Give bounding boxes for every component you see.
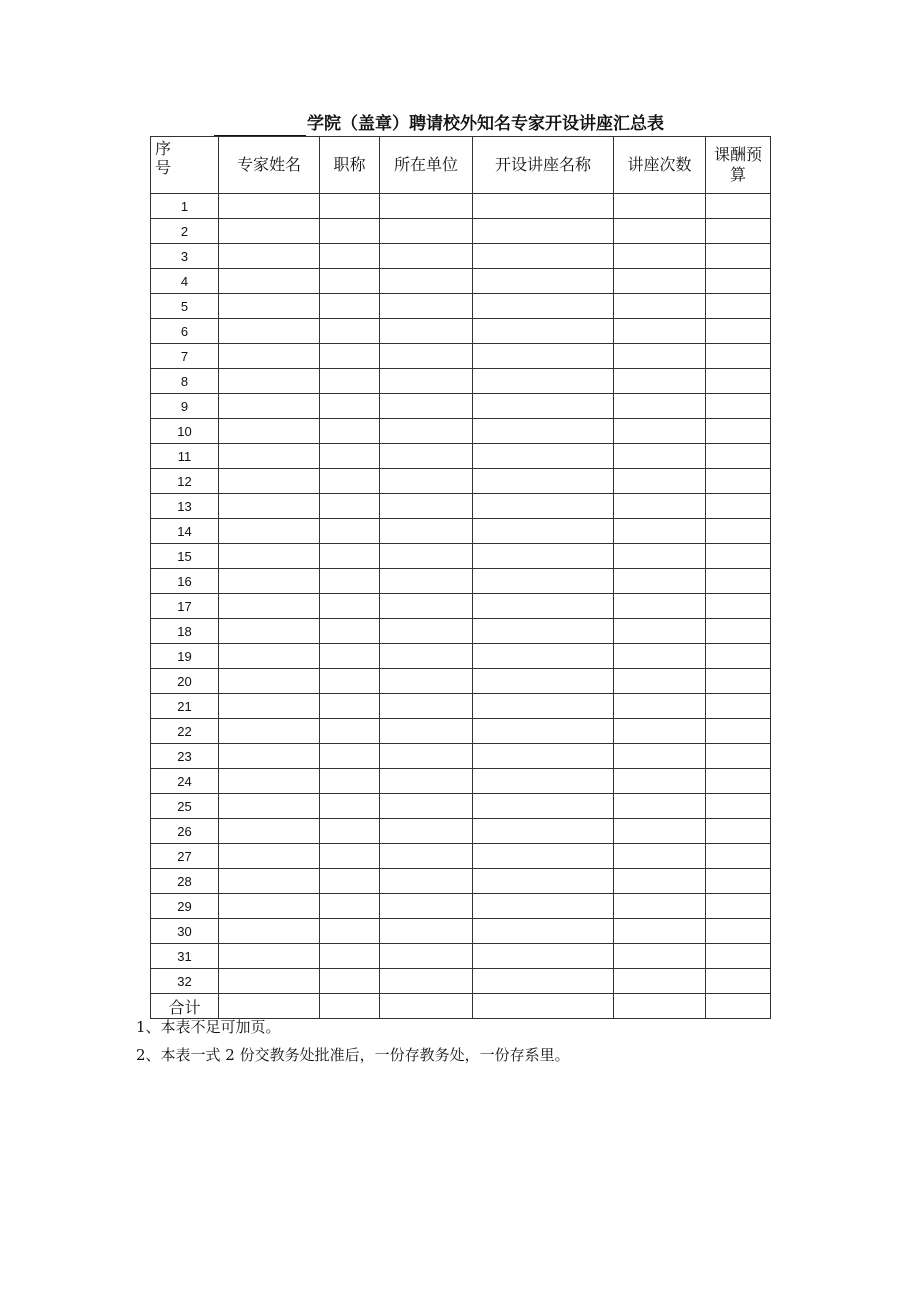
row-number: 12: [151, 469, 219, 494]
expert-name-cell[interactable]: [219, 194, 320, 219]
lecture-count-cell[interactable]: [614, 594, 706, 619]
header-fee-budget: 课酬预 算: [706, 137, 771, 194]
fee-budget-cell[interactable]: [706, 544, 771, 569]
unit-cell[interactable]: [380, 244, 473, 269]
fee-budget-cell[interactable]: [706, 594, 771, 619]
unit-cell[interactable]: [380, 969, 473, 994]
table-row: [151, 344, 771, 369]
fee-budget-cell[interactable]: [706, 469, 771, 494]
unit-cell[interactable]: [380, 394, 473, 419]
row-number: 1: [151, 194, 219, 219]
unit-cell[interactable]: [380, 794, 473, 819]
header-lecture-name: 开设讲座名称: [473, 137, 614, 194]
row-number: 30: [151, 919, 219, 944]
lecture-count-cell[interactable]: [614, 894, 706, 919]
unit-cell[interactable]: [380, 269, 473, 294]
title-cell[interactable]: [320, 419, 380, 444]
table-row: [151, 219, 771, 244]
fee-budget-cell[interactable]: [706, 494, 771, 519]
unit-cell[interactable]: [380, 894, 473, 919]
lecture-count-cell[interactable]: [614, 794, 706, 819]
expert-name-cell[interactable]: [219, 669, 320, 694]
title-cell[interactable]: [320, 344, 380, 369]
row-number: 24: [151, 769, 219, 794]
unit-cell[interactable]: [380, 219, 473, 244]
title-cell[interactable]: [320, 369, 380, 394]
lecture-name-cell[interactable]: [473, 269, 614, 294]
fee-budget-cell[interactable]: [706, 769, 771, 794]
row-number: 8: [151, 369, 219, 394]
table-row: [151, 894, 771, 919]
row-number: 28: [151, 869, 219, 894]
table-row: [151, 269, 771, 294]
fee-budget-cell[interactable]: [706, 444, 771, 469]
row-number: 9: [151, 394, 219, 419]
lecture-name-cell[interactable]: [473, 769, 614, 794]
unit-cell[interactable]: [380, 769, 473, 794]
table-row: [151, 719, 771, 744]
title-cell[interactable]: [320, 394, 380, 419]
fee-budget-cell[interactable]: [706, 394, 771, 419]
lecture-name-cell[interactable]: [473, 594, 614, 619]
lecture-name-cell[interactable]: [473, 569, 614, 594]
unit-cell[interactable]: [380, 844, 473, 869]
lecture-name-cell[interactable]: [473, 669, 614, 694]
fee-budget-cell[interactable]: [706, 269, 771, 294]
row-number: 22: [151, 719, 219, 744]
title-cell[interactable]: [320, 769, 380, 794]
table-row: [151, 294, 771, 319]
lecture-count-cell[interactable]: [614, 969, 706, 994]
row-number: 2: [151, 219, 219, 244]
lecture-count-cell[interactable]: [614, 394, 706, 419]
lecture-name-cell[interactable]: [473, 194, 614, 219]
expert-name-cell[interactable]: [219, 519, 320, 544]
table-row: [151, 319, 771, 344]
fee-budget-cell[interactable]: [706, 694, 771, 719]
unit-cell[interactable]: [380, 469, 473, 494]
lecture-name-cell[interactable]: [473, 969, 614, 994]
header-title: 职称: [320, 137, 380, 194]
lecture-name-cell[interactable]: [473, 819, 614, 844]
unit-cell[interactable]: [380, 619, 473, 644]
row-number: 17: [151, 594, 219, 619]
table-row: [151, 244, 771, 269]
note-1: 1、本表不足可加页。: [136, 1018, 281, 1036]
unit-cell[interactable]: [380, 644, 473, 669]
lecture-count-cell[interactable]: [614, 219, 706, 244]
title-cell[interactable]: [320, 869, 380, 894]
lecture-count-cell[interactable]: [614, 544, 706, 569]
title-cell[interactable]: [320, 644, 380, 669]
table-row: [151, 619, 771, 644]
expert-name-cell[interactable]: [219, 244, 320, 269]
title-cell[interactable]: [320, 819, 380, 844]
fee-budget-cell[interactable]: [706, 794, 771, 819]
unit-cell[interactable]: [380, 494, 473, 519]
unit-cell[interactable]: [380, 669, 473, 694]
title-cell[interactable]: [320, 619, 380, 644]
table-row: [151, 869, 771, 894]
expert-name-cell[interactable]: [219, 469, 320, 494]
expert-name-cell[interactable]: [219, 969, 320, 994]
expert-name-cell[interactable]: [219, 594, 320, 619]
lecture-summary-table: [150, 136, 771, 1019]
header-seq: 序 号: [151, 137, 219, 194]
unit-cell[interactable]: [380, 369, 473, 394]
lecture-count-cell[interactable]: [614, 769, 706, 794]
lecture-name-cell[interactable]: [473, 644, 614, 669]
lecture-name-cell[interactable]: [473, 869, 614, 894]
expert-name-cell[interactable]: [219, 869, 320, 894]
expert-name-cell[interactable]: [219, 419, 320, 444]
table-row: [151, 519, 771, 544]
row-number: 15: [151, 544, 219, 569]
expert-name-cell[interactable]: [219, 919, 320, 944]
table-row: [151, 594, 771, 619]
lecture-count-cell[interactable]: [614, 269, 706, 294]
row-number: 21: [151, 694, 219, 719]
form-title: [214, 112, 714, 136]
row-number: 7: [151, 344, 219, 369]
lecture-count-cell[interactable]: [614, 569, 706, 594]
title-cell[interactable]: [320, 494, 380, 519]
expert-name-cell[interactable]: [219, 819, 320, 844]
row-number: 27: [151, 844, 219, 869]
expert-name-cell[interactable]: [219, 569, 320, 594]
fee-budget-cell[interactable]: [706, 819, 771, 844]
row-number: 14: [151, 519, 219, 544]
lecture-count-cell[interactable]: [614, 194, 706, 219]
table-row: [151, 769, 771, 794]
lecture-name-cell[interactable]: [473, 794, 614, 819]
unit-cell[interactable]: [380, 569, 473, 594]
expert-name-cell[interactable]: [219, 344, 320, 369]
expert-name-cell[interactable]: [219, 794, 320, 819]
row-number: 23: [151, 744, 219, 769]
lecture-count-cell[interactable]: [614, 669, 706, 694]
expert-name-cell[interactable]: [219, 544, 320, 569]
fee-budget-cell[interactable]: [706, 294, 771, 319]
expert-name-cell[interactable]: [219, 744, 320, 769]
row-number: 5: [151, 294, 219, 319]
title-cell[interactable]: [320, 794, 380, 819]
unit-cell[interactable]: [380, 694, 473, 719]
title-cell[interactable]: [320, 319, 380, 344]
fee-budget-cell[interactable]: [706, 569, 771, 594]
total-row: [151, 994, 771, 1019]
title-cell[interactable]: [320, 194, 380, 219]
lecture-name-cell[interactable]: [473, 944, 614, 969]
fee-budget-cell[interactable]: [706, 869, 771, 894]
lecture-count-cell[interactable]: [614, 344, 706, 369]
lecture-name-cell[interactable]: [473, 844, 614, 869]
row-number: 31: [151, 944, 219, 969]
table-row: [151, 844, 771, 869]
fee-budget-cell[interactable]: [706, 969, 771, 994]
fee-budget-cell[interactable]: [706, 319, 771, 344]
expert-name-cell[interactable]: [219, 269, 320, 294]
unit-cell[interactable]: [380, 819, 473, 844]
unit-cell[interactable]: [380, 444, 473, 469]
table-row: [151, 494, 771, 519]
expert-name-cell[interactable]: [219, 294, 320, 319]
lecture-count-cell[interactable]: [614, 719, 706, 744]
title-cell[interactable]: [320, 569, 380, 594]
total-label: 合计: [151, 994, 219, 1019]
lecture-name-cell[interactable]: [473, 469, 614, 494]
lecture-name-cell[interactable]: [473, 894, 614, 919]
note-2: 2、本表一式 2 份交教务处批准后，一份存教务处，一份存系里。: [136, 1046, 570, 1064]
expert-name-cell[interactable]: [219, 644, 320, 669]
lecture-count-cell[interactable]: [614, 744, 706, 769]
lecture-count-cell[interactable]: [614, 469, 706, 494]
lecture-name-cell[interactable]: [473, 919, 614, 944]
lecture-count-cell[interactable]: [614, 644, 706, 669]
row-number: 29: [151, 894, 219, 919]
table-row: [151, 944, 771, 969]
row-number: 18: [151, 619, 219, 644]
fee-budget-cell[interactable]: [706, 919, 771, 944]
lecture-count-cell[interactable]: [614, 844, 706, 869]
row-number: 32: [151, 969, 219, 994]
lecture-name-cell[interactable]: [473, 544, 614, 569]
table-row: [151, 644, 771, 669]
title-cell[interactable]: [320, 444, 380, 469]
lecture-count-cell[interactable]: [614, 494, 706, 519]
header-lecture-count: 讲座次数: [614, 137, 706, 194]
form-title-text: 学院（盖章）聘请校外知名专家开设讲座汇总表: [307, 114, 664, 134]
fee-budget-cell[interactable]: [706, 619, 771, 644]
title-cell[interactable]: [320, 294, 380, 319]
table-row: [151, 919, 771, 944]
row-number: 26: [151, 819, 219, 844]
fee-budget-cell[interactable]: [706, 894, 771, 919]
expert-name-cell[interactable]: [219, 219, 320, 244]
table-row: [151, 669, 771, 694]
table-row: [151, 544, 771, 569]
unit-cell[interactable]: [380, 519, 473, 544]
total-cell[interactable]: [380, 994, 473, 1019]
unit-cell[interactable]: [380, 919, 473, 944]
lecture-count-cell[interactable]: [614, 244, 706, 269]
title-cell[interactable]: [320, 519, 380, 544]
lecture-name-cell[interactable]: [473, 219, 614, 244]
lecture-name-cell[interactable]: [473, 719, 614, 744]
row-number: 11: [151, 444, 219, 469]
total-cell[interactable]: [320, 994, 380, 1019]
expert-name-cell[interactable]: [219, 844, 320, 869]
fee-budget-cell[interactable]: [706, 644, 771, 669]
title-cell[interactable]: [320, 969, 380, 994]
expert-name-cell[interactable]: [219, 369, 320, 394]
title-cell[interactable]: [320, 219, 380, 244]
title-cell[interactable]: [320, 844, 380, 869]
row-number: 3: [151, 244, 219, 269]
fee-budget-cell[interactable]: [706, 844, 771, 869]
fee-budget-cell[interactable]: [706, 744, 771, 769]
unit-cell[interactable]: [380, 744, 473, 769]
row-number: 13: [151, 494, 219, 519]
unit-cell[interactable]: [380, 719, 473, 744]
lecture-count-cell[interactable]: [614, 519, 706, 544]
lecture-name-cell[interactable]: [473, 319, 614, 344]
lecture-name-cell[interactable]: [473, 244, 614, 269]
title-cell[interactable]: [320, 269, 380, 294]
unit-cell[interactable]: [380, 869, 473, 894]
lecture-count-cell[interactable]: [614, 444, 706, 469]
title-cell[interactable]: [320, 919, 380, 944]
lecture-name-cell[interactable]: [473, 344, 614, 369]
row-number: 20: [151, 669, 219, 694]
title-cell[interactable]: [320, 594, 380, 619]
fee-budget-cell[interactable]: [706, 944, 771, 969]
unit-cell[interactable]: [380, 419, 473, 444]
table-row: [151, 194, 771, 219]
lecture-name-cell[interactable]: [473, 369, 614, 394]
unit-cell[interactable]: [380, 944, 473, 969]
lecture-name-cell[interactable]: [473, 294, 614, 319]
unit-cell[interactable]: [380, 294, 473, 319]
table-row: [151, 819, 771, 844]
unit-cell[interactable]: [380, 194, 473, 219]
table-body: [151, 194, 771, 994]
header-unit: 所在单位: [380, 137, 473, 194]
header-expert-name: 专家姓名: [219, 137, 320, 194]
fee-budget-cell[interactable]: [706, 244, 771, 269]
fee-budget-cell[interactable]: [706, 519, 771, 544]
row-number: 19: [151, 644, 219, 669]
table-row: [151, 394, 771, 419]
total-cell[interactable]: [706, 994, 771, 1019]
expert-name-cell[interactable]: [219, 894, 320, 919]
lecture-name-cell[interactable]: [473, 494, 614, 519]
title-cell[interactable]: [320, 894, 380, 919]
expert-name-cell[interactable]: [219, 494, 320, 519]
fee-budget-cell[interactable]: [706, 194, 771, 219]
total-cell[interactable]: [473, 994, 614, 1019]
expert-name-cell[interactable]: [219, 944, 320, 969]
lecture-count-cell[interactable]: [614, 369, 706, 394]
lecture-name-cell[interactable]: [473, 619, 614, 644]
title-cell[interactable]: [320, 719, 380, 744]
lecture-count-cell[interactable]: [614, 919, 706, 944]
table-row: [151, 569, 771, 594]
title-cell[interactable]: [320, 544, 380, 569]
table-row: [151, 694, 771, 719]
lecture-name-cell[interactable]: [473, 744, 614, 769]
table-header-row: [151, 137, 771, 194]
lecture-count-cell[interactable]: [614, 944, 706, 969]
lecture-name-cell[interactable]: [473, 694, 614, 719]
total-cell[interactable]: [219, 994, 320, 1019]
table-row: [151, 419, 771, 444]
college-name-blank[interactable]: [214, 117, 306, 136]
lecture-name-cell[interactable]: [473, 394, 614, 419]
table-row: [151, 969, 771, 994]
unit-cell[interactable]: [380, 594, 473, 619]
table-row: [151, 444, 771, 469]
lecture-name-cell[interactable]: [473, 419, 614, 444]
unit-cell[interactable]: [380, 544, 473, 569]
expert-name-cell[interactable]: [219, 769, 320, 794]
table-row: [151, 369, 771, 394]
title-cell[interactable]: [320, 469, 380, 494]
table-row: [151, 794, 771, 819]
row-number: 10: [151, 419, 219, 444]
total-cell[interactable]: [614, 994, 706, 1019]
expert-name-cell[interactable]: [219, 444, 320, 469]
table-row: [151, 744, 771, 769]
fee-budget-cell[interactable]: [706, 369, 771, 394]
expert-name-cell[interactable]: [219, 694, 320, 719]
lecture-name-cell[interactable]: [473, 444, 614, 469]
fee-budget-cell[interactable]: [706, 669, 771, 694]
lecture-count-cell[interactable]: [614, 294, 706, 319]
unit-cell[interactable]: [380, 344, 473, 369]
row-number: 16: [151, 569, 219, 594]
title-cell[interactable]: [320, 944, 380, 969]
lecture-count-cell[interactable]: [614, 819, 706, 844]
fee-budget-cell[interactable]: [706, 344, 771, 369]
row-number: 25: [151, 794, 219, 819]
fee-budget-cell[interactable]: [706, 219, 771, 244]
lecture-count-cell[interactable]: [614, 869, 706, 894]
fee-budget-cell[interactable]: [706, 419, 771, 444]
expert-name-cell[interactable]: [219, 719, 320, 744]
lecture-count-cell[interactable]: [614, 619, 706, 644]
fee-budget-cell[interactable]: [706, 719, 771, 744]
title-cell[interactable]: [320, 669, 380, 694]
row-number: 4: [151, 269, 219, 294]
lecture-count-cell[interactable]: [614, 694, 706, 719]
unit-cell[interactable]: [380, 319, 473, 344]
table-row: [151, 469, 771, 494]
lecture-count-cell[interactable]: [614, 419, 706, 444]
lecture-count-cell[interactable]: [614, 319, 706, 344]
expert-name-cell[interactable]: [219, 619, 320, 644]
expert-name-cell[interactable]: [219, 394, 320, 419]
title-cell[interactable]: [320, 244, 380, 269]
title-cell[interactable]: [320, 694, 380, 719]
title-cell[interactable]: [320, 744, 380, 769]
row-number: 6: [151, 319, 219, 344]
lecture-name-cell[interactable]: [473, 519, 614, 544]
expert-name-cell[interactable]: [219, 319, 320, 344]
